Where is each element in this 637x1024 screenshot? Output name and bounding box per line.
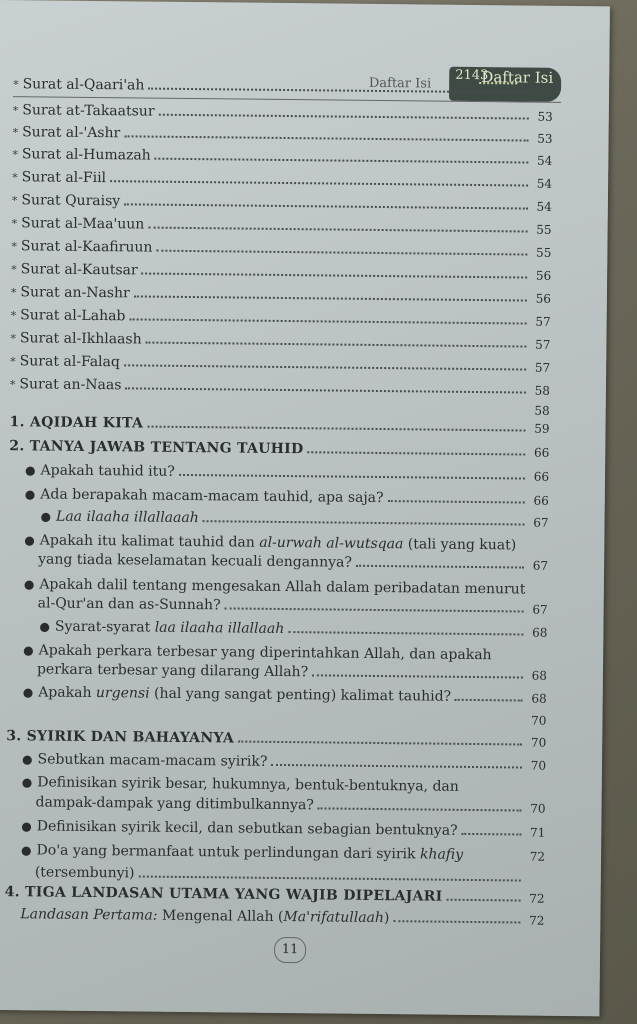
leader-dots [388,500,525,503]
leader-dots [148,88,529,94]
toc-label: perkara terbesar yang dilarang Allah? [36,661,309,681]
toc-label: ● Definisikan syirik kecil, dan sebutkan sebagian bentuknya? [21,818,458,839]
toc-page: 53 [537,131,553,146]
toc-label: yang tiada keselamatan kecuali dengannya? [38,551,352,571]
toc-label: al-Qur'an dan as-Sunnah? [37,595,221,614]
bullet-icon: ● [21,843,32,858]
toc-page: 66 [533,493,549,508]
toc-label: ● Apakah urgensi (hal yang sangat penting) kalimat tauhid? [22,684,452,705]
toc-page: 68 [531,668,548,683]
toc-label: dampak-dampak yang ditimbulkannya? [35,794,314,814]
leader-dots [156,250,527,256]
bullet-icon: ● [23,643,34,658]
toc-label: * Surat al-Fiil [12,169,107,187]
toc-label: ● Ada berapakah macam-macam tauhid, apa saja? [24,486,384,507]
leader-dots [307,451,525,455]
toc-page: 68 [532,625,548,640]
section-label: 3. SYIRIK DAN BAHAYANYA [6,728,235,747]
asterisk-icon: * [11,217,18,231]
toc-page: 72 [529,913,545,928]
leader-dots [238,741,522,746]
toc-label: ● Apakah itu kalimat tauhid dan al-urwah al-wutsqaa (tali yang kuat) [24,532,517,554]
toc-label: * Surat al-'Ashr [12,124,121,142]
asterisk-icon: * [10,286,17,300]
toc-label: ● Sebutkan macam-macam syirik? [21,751,268,770]
bullet-icon: ● [39,619,50,634]
toc-section [9,408,549,436]
badge-text: Daftar Isi [481,68,554,87]
toc-page: 54 [536,199,552,214]
header-title: Daftar Isi [368,75,432,92]
leader-dots [148,227,527,233]
leader-dots [225,607,524,612]
bullet-icon: ● [22,685,34,700]
toc-page: 71 [529,825,546,840]
toc-page: 70 [530,735,547,750]
asterisk-icon: * [10,355,16,369]
leader-dots [159,114,529,120]
bullet-icon: ● [24,487,36,502]
toc-page: 56 [535,268,552,283]
toc-label: * Surat al-Ikhlaash [10,330,142,348]
toc-row [21,812,545,839]
toc-label: * Surat an-Naas [9,376,122,394]
bullet-icon: ● [21,752,33,767]
toc-row [39,612,547,639]
toc-label: ● Apakah dalil tentang mengesakan Allah dalam peribadatan menurut [23,576,526,598]
leader-dots [124,364,526,370]
leader-dots [312,674,523,678]
leader-dots [124,135,528,141]
leader-dots [446,899,520,902]
toc-label: * Surat al-Lahab [10,307,126,325]
toc-page: 57 [535,337,551,352]
toc-page: 55 [536,222,552,237]
toc-page: 66 [533,469,550,484]
toc-label: ● Apakah tauhid itu? [25,462,175,480]
bullet-icon: ● [21,819,32,834]
asterisk-icon: * [12,148,18,162]
leader-dots [271,764,522,769]
toc-label: ● Laa ilaaha illallaaah [40,508,199,527]
toc-label: * Surat al-Maa'uun [11,215,145,233]
leader-dots [155,158,529,164]
toc-label: ● Apakah perkara terbesar yang diperintahkan Allah, dan apakah [23,642,492,664]
leader-dots [203,520,525,525]
toc-label: Landasan Pertama: Mengenal Allah (Ma'rifatullaah) [20,906,390,927]
toc-page: 67 [532,602,548,617]
toc-label: * Surat al-Humazah [12,146,151,164]
bullet-icon: ● [23,577,35,592]
asterisk-icon: * [12,171,18,185]
toc-page: 54 [536,153,553,168]
leader-dots [318,807,522,811]
asterisk-icon: * [11,263,17,277]
section-label: 4. TIGA LANDASAN UTAMA YANG WAJIB DIPELAJARI [4,884,443,905]
leader-dots [462,833,522,836]
toc-page: 70 [530,801,546,816]
asterisk-icon: * [11,194,18,208]
toc-page: 57 [534,360,551,375]
toc-page: 57 [535,314,551,329]
toc-page: 68 [531,691,547,706]
leader-dots [146,342,527,348]
page-number: 11 [274,937,306,963]
leader-dots [455,699,523,702]
toc-label: * Surat an-Nashr [10,284,130,302]
leader-dots [142,272,528,278]
leader-dots [179,474,525,480]
toc-label: (tersembunyi) [34,864,135,882]
toc-row [41,502,549,529]
asterisk-icon: * [12,126,19,140]
toc-label: ● Syarat-syarat laa ilaaha illallaah [39,618,285,638]
toc-page: 67 [532,558,549,573]
spacer [467,859,521,860]
asterisk-icon: * [12,104,19,118]
toc-page: 54 [536,176,553,191]
leader-dots [129,318,526,324]
asterisk-icon: * [9,378,16,392]
section-label: 1. AQIDAH KITA [9,414,144,432]
bullet-icon: ● [25,463,36,478]
toc-page: 72 [529,891,545,906]
toc-page: 53 [537,109,553,124]
leader-dots [393,920,520,923]
asterisk-icon: * [11,240,17,254]
toc-page: 72 [529,849,546,864]
asterisk-icon: * [10,309,17,323]
badge-number: 2143 [455,67,489,84]
toc-label: * Surat at-Takaatsur [12,102,155,120]
toc-page: 59 [534,421,550,436]
toc-page: 58 [534,383,551,398]
leader-dots [147,426,525,432]
toc-label: ● Do'a yang bermanfaat untuk perlindungan dari syirik khafiy [21,842,464,863]
toc-page: 55 [536,245,552,260]
toc-row [25,456,549,483]
toc-label: * Surat Quraisy [11,192,121,210]
section-label: 2. TANYA JAWAB TENTANG TAUHID [9,438,304,458]
toc-page: 70 [531,713,547,728]
asterisk-icon: * [10,332,17,346]
leader-dots [356,565,524,569]
toc-section [9,432,549,460]
toc-label: * Surat al-Falaq [10,353,120,371]
bullet-icon: ● [24,533,35,548]
leader-dots [124,203,528,209]
asterisk-icon: * [13,78,19,92]
toc-page: 66 [533,445,550,460]
toc-label: * Surat al-Kaafiruun [11,238,153,256]
toc-row [38,545,548,572]
toc-label: ● Definisikan syirik besar, hukumnya, bentuk-bentuknya, dan [21,774,459,795]
toc-page: 58 [534,403,550,418]
toc-label: * Surat al-Qaari'ah [13,76,145,94]
leader-dots [288,631,523,635]
leader-dots [110,180,528,186]
toc-row [20,900,544,927]
toc-page: 67 [533,515,549,530]
toc-page: 56 [535,291,551,306]
toc-label: * Surat al-Kautsar [11,261,138,279]
bullet-icon: ● [21,775,33,790]
toc-page: 70 [530,758,547,773]
leader-dots [134,295,527,301]
bullet-icon: ● [40,509,52,524]
toc-row [36,788,546,815]
